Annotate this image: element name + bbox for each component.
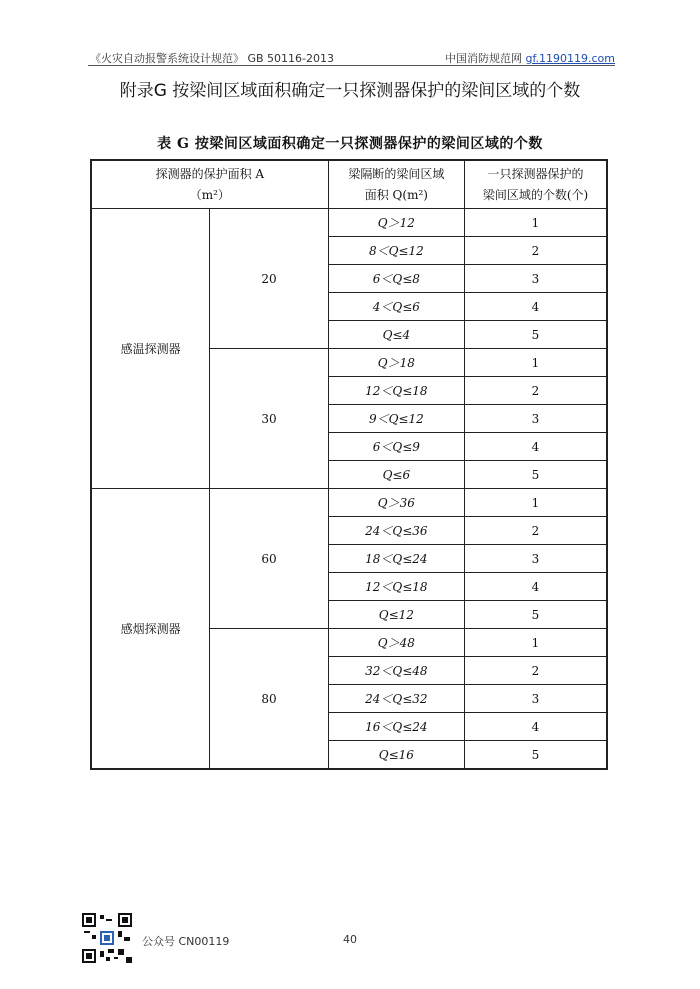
protection-area-cell: 20 [210,209,328,349]
beam-area-range-cell: 12＜Q≤18 [328,573,464,601]
region-count-cell: 4 [465,433,608,461]
region-count-cell: 1 [465,349,608,377]
beam-area-range-cell: 8＜Q≤12 [328,237,464,265]
table-caption: 表 G 按梁间区域面积确定一只探测器保护的梁间区域的个数 [157,136,543,152]
beam-area-range-cell: Q＞36 [328,489,464,517]
table-row [91,209,607,237]
protection-area-cell: 30 [210,349,328,489]
header-site [445,50,615,66]
header-region-count-line1: 一只探测器保护的 [487,166,584,181]
header-beam-area [328,160,464,209]
region-count-cell: 1 [465,489,608,517]
header-protection-area-line2: （m²） [189,187,230,202]
header-protection-area-line1: 探测器的保护面积 A [155,166,265,181]
beam-area-range-cell: Q≤6 [328,461,464,489]
beam-area-range-cell: 12＜Q≤18 [328,377,464,405]
beam-area-range-cell: 4＜Q≤6 [328,293,464,321]
region-count-cell: 2 [465,237,608,265]
beam-area-range-cell: 6＜Q≤9 [328,433,464,461]
header-region-count-line2: 梁间区域的个数(个) [482,187,589,202]
region-count-cell: 2 [465,517,608,545]
detector-type-cell: 感温探测器 [91,209,210,489]
region-count-cell: 3 [465,265,608,293]
beam-area-range-cell: Q≤16 [328,741,464,770]
beam-area-table [90,159,608,770]
region-count-cell: 1 [465,629,608,657]
region-count-cell: 5 [465,741,608,770]
region-count-cell: 2 [465,377,608,405]
header-protection-area [91,160,328,209]
beam-area-range-cell: 16＜Q≤24 [328,713,464,741]
beam-area-range-cell: Q＞48 [328,629,464,657]
header-site-link[interactable]: gf.1190119.com [525,52,615,65]
header-beam-area-line2: 面积 Q(m²) [364,187,428,202]
appendix-title: 附录G 按梁间区域面积确定一只探测器保护的梁间区域的个数 [119,81,581,101]
beam-area-range-cell: Q＞18 [328,349,464,377]
beam-area-range-cell: 24＜Q≤36 [328,517,464,545]
region-count-cell: 3 [465,545,608,573]
header-beam-area-line1: 梁隔断的梁间区域 [348,166,445,181]
beam-area-range-cell: Q＞12 [328,209,464,237]
beam-area-range-cell: 18＜Q≤24 [328,545,464,573]
header-divider [88,65,615,66]
protection-area-cell: 80 [210,629,328,770]
beam-area-range-cell: Q≤12 [328,601,464,629]
protection-area-cell: 60 [210,489,328,629]
wechat-account: 公众号 CN00119 [142,935,230,948]
header-region-count [465,160,608,209]
region-count-cell: 4 [465,713,608,741]
beam-area-range-cell: 6＜Q≤8 [328,265,464,293]
beam-area-range-cell: 9＜Q≤12 [328,405,464,433]
region-count-cell: 3 [465,685,608,713]
qr-code-icon [82,913,132,963]
header-site-name: 中国消防规范网 [444,52,526,65]
detector-type-cell: 感烟探测器 [91,489,210,770]
table-header-row [91,160,607,209]
page-number: 40 [343,933,357,946]
beam-area-range-cell: 24＜Q≤32 [328,685,464,713]
region-count-cell: 3 [465,405,608,433]
region-count-cell: 5 [465,321,608,349]
beam-area-range-cell: Q≤4 [328,321,464,349]
header-doc-title: 《火灾自动报警系统设计规范》 GB 50116-2013 [90,52,335,65]
beam-area-range-cell: 32＜Q≤48 [328,657,464,685]
region-count-cell: 1 [465,209,608,237]
region-count-cell: 2 [465,657,608,685]
table-row [91,489,607,517]
region-count-cell: 4 [465,293,608,321]
region-count-cell: 5 [465,461,608,489]
region-count-cell: 5 [465,601,608,629]
region-count-cell: 4 [465,573,608,601]
